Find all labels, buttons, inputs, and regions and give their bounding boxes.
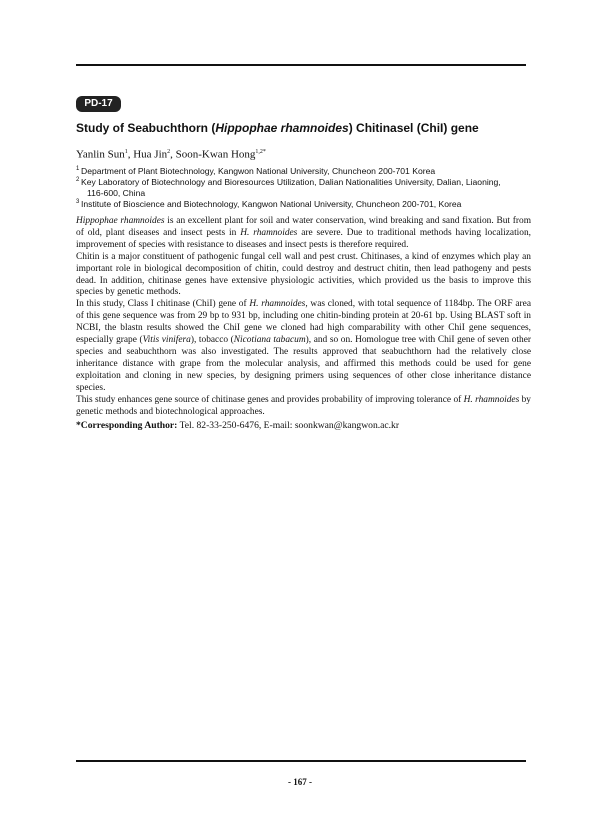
- affiliation-list: [76, 166, 531, 210]
- title-suffix: ) Chitinasel (ChiI) gene: [348, 121, 479, 135]
- species-name: H. rhamnoides: [240, 227, 298, 238]
- affiliation-number: 2: [76, 177, 80, 183]
- corresponding-author-contact: Tel. 82-33-250-6476, E-mail: soonkwan@kangwon.ac.kr: [177, 420, 400, 431]
- abstract-paragraph: [76, 299, 531, 394]
- author-name: Soon-Kwan Hong: [175, 148, 256, 161]
- species-name: Vitis vinifera: [142, 335, 191, 346]
- author-list: [76, 145, 526, 162]
- affiliation-text-continued: 116-600, China: [87, 188, 146, 198]
- affiliation-text: Key Laboratory of Biotechnology and Bioresources Utilization, Dalian Nationalities University, Dalian, Liaoning,: [81, 177, 501, 187]
- paper-title: [76, 120, 536, 136]
- author-separator: ,: [170, 148, 176, 161]
- paragraph-text: is an excellent plant for soil and water conservation, wind breaking and sand fixation. But from of old, plant diseases and insect pests in: [76, 216, 531, 238]
- paragraph-text: In this study, Class I chitinase (ChiI) gene of: [76, 299, 250, 310]
- paragraph-text: ), and so on. Homologue tree with ChiI gene of seven other species and seabuchthorn was also investigated. The results approved that seabuchthorn had the relatively close inheritance distance with grape from the molecular analysis, and affirmed this methods could be used for gene exploitation and cloning in new species, by designing primers using sequences of other close inheritance distance species.: [76, 335, 531, 393]
- author-name: Hua Jin: [133, 148, 168, 161]
- page-number: - 167 -: [288, 777, 312, 787]
- title-species: Hippophae rhamnoides: [215, 121, 349, 135]
- paragraph-text: are severe. Due to traditional methods having localization, improvement of species with resistance to diseases and insect pests is therefore required.: [76, 227, 531, 250]
- species-name: Hippophae rhamnoides: [76, 216, 165, 226]
- paragraph-text: This study enhances gene source of chitinase genes and provides probability of improving tolerance of: [76, 394, 464, 405]
- abstract-id-badge: PD-17: [76, 96, 121, 112]
- top-rule: [76, 64, 526, 66]
- affiliation-item: [76, 166, 531, 177]
- affiliation-item: [76, 177, 531, 199]
- affiliation-number: 1: [76, 166, 80, 172]
- author-affiliation-mark: 1: [124, 149, 128, 155]
- species-name: Nicotiana tabacum: [233, 335, 306, 346]
- corresponding-author-label: *Corresponding Author:: [76, 420, 178, 431]
- corresponding-author: [76, 420, 531, 432]
- affiliation-item: [76, 199, 531, 210]
- author-name: Yanlin Sun: [76, 148, 125, 161]
- abstract-paragraph: Chitin is a major constituent of pathogenic fungal cell wall and pest crust. Chitinases, a kind of enzymes which play an important role in biological decomposition of chitin, could destroy and destruct chitin, then lead pathogeny and pests dead. In addition, chitinase genes have extensive physiologic activities, which provided us the basis to improve this species by genetic methods.: [76, 251, 531, 298]
- species-name: H. rhamnoides: [463, 394, 520, 405]
- title-prefix: Study of Seabuchthorn (: [76, 121, 216, 135]
- affiliation-text: Department of Plant Biotechnology, Kangwon National University, Chuncheon 200-701 Korea: [81, 166, 436, 176]
- bottom-rule: [76, 760, 526, 762]
- paragraph-text: , was cloned, with total sequence of 1184bp. The ORF area of this gene sequence was from 29 bp to 931 bp, including one chitin-binding protein at 20-61 bp. Using BLAST soft in NCBI, the blastn results showed the ChiI gene we cloned had high comparability with other ChiI gene sequences, especially grape (: [76, 299, 531, 346]
- author-separator: ,: [127, 148, 134, 161]
- affiliation-text: Institute of Bioscience and Biotechnology, Kangwon National University, Chuncheon 200-701, Korea: [81, 199, 462, 209]
- author-affiliation-mark: 1,2*: [255, 149, 266, 155]
- paragraph-text: ), tobacco (: [190, 335, 234, 346]
- affiliation-number: 3: [76, 199, 80, 205]
- paragraph-text: by genetic methods and biotechnological approaches.: [76, 394, 531, 417]
- author-affiliation-mark: 2: [167, 149, 171, 155]
- abstract-body: [76, 216, 531, 418]
- species-name: H. rhamnoides: [249, 299, 306, 310]
- abstract-paragraph: [76, 216, 531, 252]
- abstract-paragraph: [76, 395, 531, 419]
